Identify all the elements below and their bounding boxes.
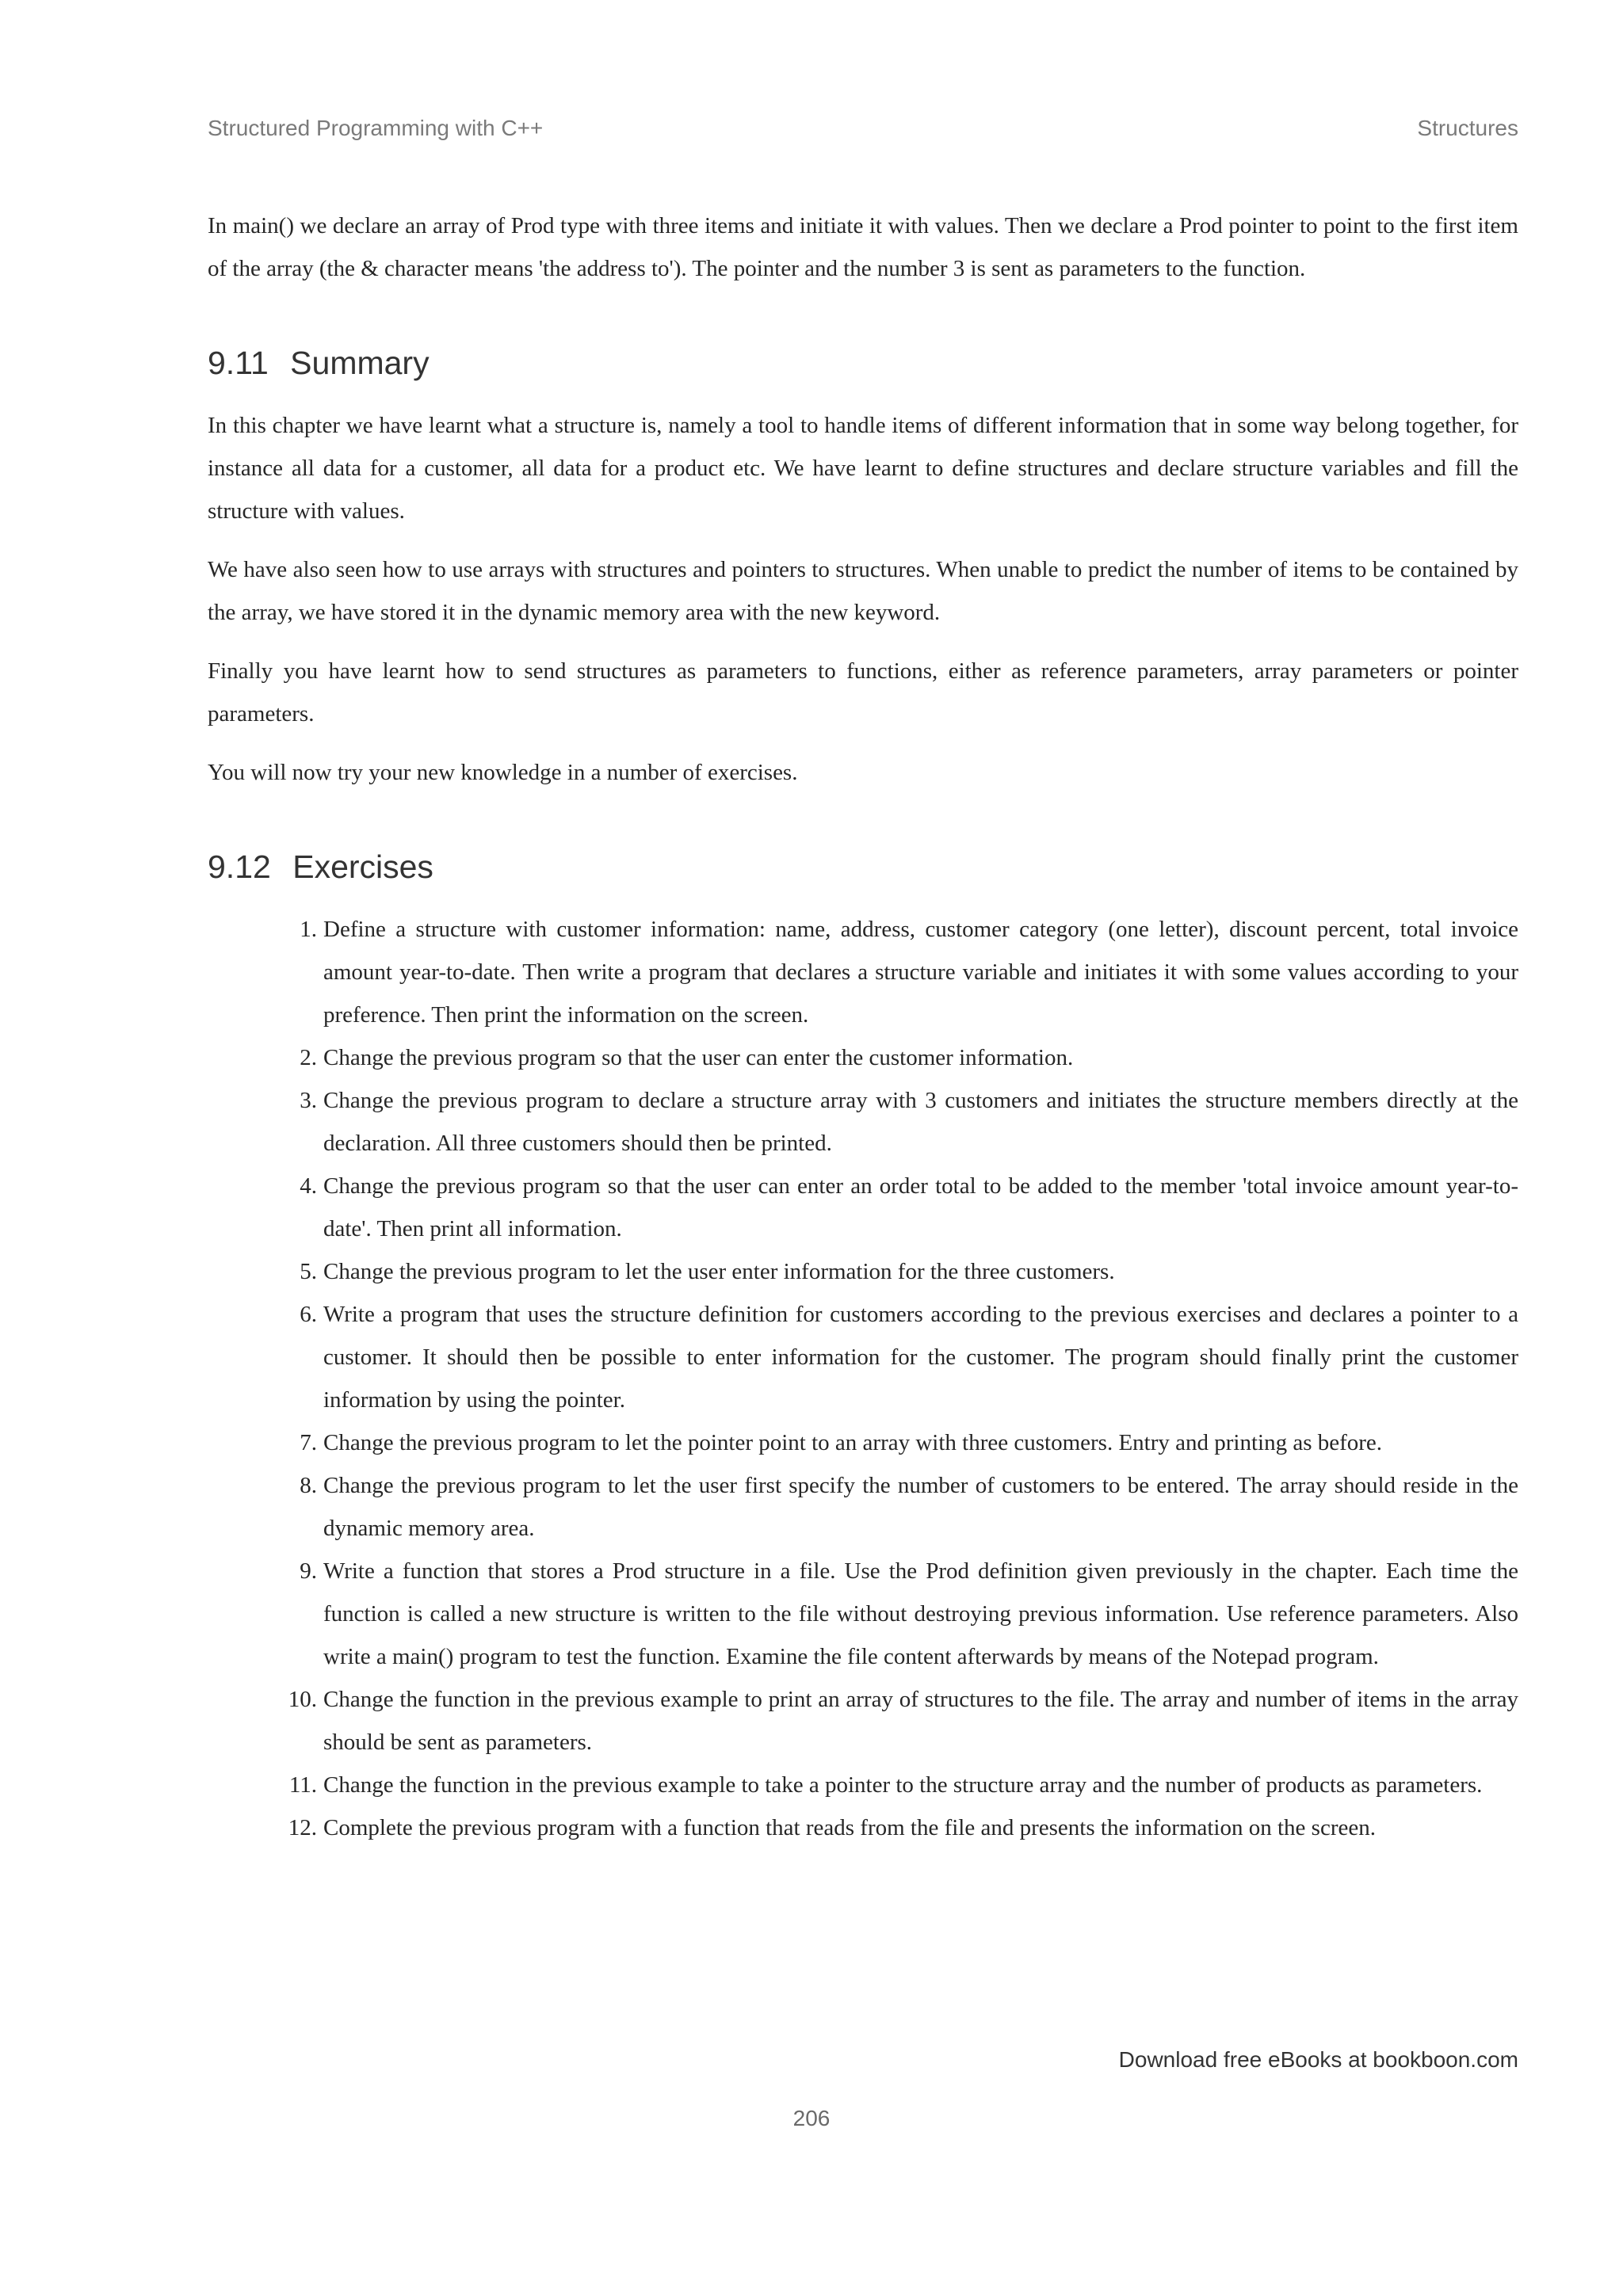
exercise-item: [208, 1464, 1518, 1550]
exercise-text: Change the previous program so that the user can enter the customer information.: [323, 1045, 1074, 1070]
exercise-number: 6.: [300, 1302, 317, 1327]
intro-paragraph: In main() we declare an array of Prod type with three items and initiate it with values. Then we declare a Prod pointer to point to the first item of the array (the & character means 'the address to'). The pointer and the number 3 is sent as parameters to the function.: [208, 213, 1518, 281]
exercise-number: 1.: [300, 917, 317, 942]
exercise-item: [208, 1165, 1518, 1250]
exercise-list: [208, 908, 1518, 1849]
exercise-number: 9.: [300, 1558, 317, 1584]
exercise-item: [208, 1806, 1518, 1849]
download-link[interactable]: Download free eBooks at bookboon.com: [1118, 2047, 1518, 2072]
exercise-number: 2.: [300, 1045, 317, 1070]
summary-paragraph: You will now try your new knowledge in a number of exercises.: [208, 760, 798, 785]
exercise-item: [208, 1293, 1518, 1421]
summary-heading: [208, 339, 1518, 387]
exercise-text: Change the previous program to let the user first specify the number of customers to be entered. The array should reside in the dynamic memory area.: [323, 1473, 1518, 1541]
exercise-text: Write a program that uses the structure definition for customers according to the previous exercises and declares a pointer to a customer. It should then be possible to enter information for the customer. The program should finally print the customer information by using the pointer.: [323, 1302, 1518, 1413]
exercise-text: Define a structure with customer information: name, address, customer category (one letter), discount percent, total invoice amount year-to-date. Then write a program that declares a structure variable and initiates it with some values according to your preference. Then print the information on the screen.: [323, 917, 1518, 1028]
summary-paragraph: We have also seen how to use arrays with structures and pointers to structures. When unable to predict the number of items to be contained by the array, we have stored it in the dynamic memory area with the new keyword.: [208, 557, 1518, 625]
exercise-text: Write a function that stores a Prod structure in a file. Use the Prod definition given previously in the chapter. Each time the function is called a new structure is written to the file without destroying previous information. Use reference parameters. Also write a main() program to test the function. Examine the file content afterwards by means of the Notepad program.: [323, 1558, 1518, 1669]
exercise-item: [208, 1250, 1518, 1293]
exercise-number: 10.: [288, 1687, 317, 1712]
exercises-section-title: Exercises: [292, 849, 433, 885]
exercise-text: Change the previous program to let the user enter information for the three customers.: [323, 1259, 1115, 1284]
exercise-number: 12.: [288, 1815, 317, 1840]
exercise-item: [208, 1036, 1518, 1079]
exercise-number: 7.: [300, 1430, 317, 1455]
summary-section-title: Summary: [290, 345, 430, 381]
page-content: [208, 204, 1518, 1849]
exercise-text: Change the function in the previous example to take a pointer to the structure array and the number of products as parameters.: [323, 1772, 1483, 1798]
exercise-item: [208, 1079, 1518, 1165]
page-number: 206: [792, 2106, 831, 2130]
exercise-item: [208, 1678, 1518, 1764]
summary-paragraph: In this chapter we have learnt what a structure is, namely a tool to handle items of different information that in some way belong together, for instance all data for a customer, all data for a product etc. We have learnt to define structures and declare structure variables and fill the structure with values.: [208, 413, 1518, 524]
exercise-number: 8.: [300, 1473, 317, 1498]
exercises-heading: [208, 843, 1518, 891]
exercise-text: Change the previous program so that the user can enter an order total to be added to the member 'total invoice amount year-to-date'. Then print all information.: [323, 1173, 1518, 1241]
exercise-text: Change the previous program to let the pointer point to an array with three customers. Entry and printing as before.: [323, 1430, 1383, 1455]
exercise-number: 4.: [300, 1173, 317, 1199]
exercise-text: Change the previous program to declare a structure array with 3 customers and initiates the structure members directly at the declaration. All three customers should then be printed.: [323, 1088, 1518, 1156]
summary-section-number: 9.11: [208, 345, 269, 381]
exercises-section-number: 9.12: [208, 849, 271, 885]
exercise-number: 5.: [300, 1259, 317, 1284]
exercise-item: [208, 908, 1518, 1036]
exercise-text: Complete the previous program with a function that reads from the file and presents the information on the screen.: [323, 1815, 1376, 1840]
running-header: [208, 109, 1518, 147]
exercise-item: [208, 1550, 1518, 1678]
summary-paragraph: Finally you have learnt how to send structures as parameters to functions, either as reference parameters, array parameters or pointer parameters.: [208, 658, 1518, 727]
exercise-number: 11.: [288, 1772, 317, 1798]
exercise-item: [208, 1421, 1518, 1464]
exercise-number: 3.: [300, 1088, 317, 1113]
chapter-title: Structures: [1417, 116, 1518, 140]
exercise-item: [208, 1764, 1518, 1806]
exercise-text: Change the function in the previous example to print an array of structures to the file. The array and number of items in the array should be sent as parameters.: [323, 1687, 1518, 1755]
book-title: Structured Programming with C++: [208, 116, 544, 140]
